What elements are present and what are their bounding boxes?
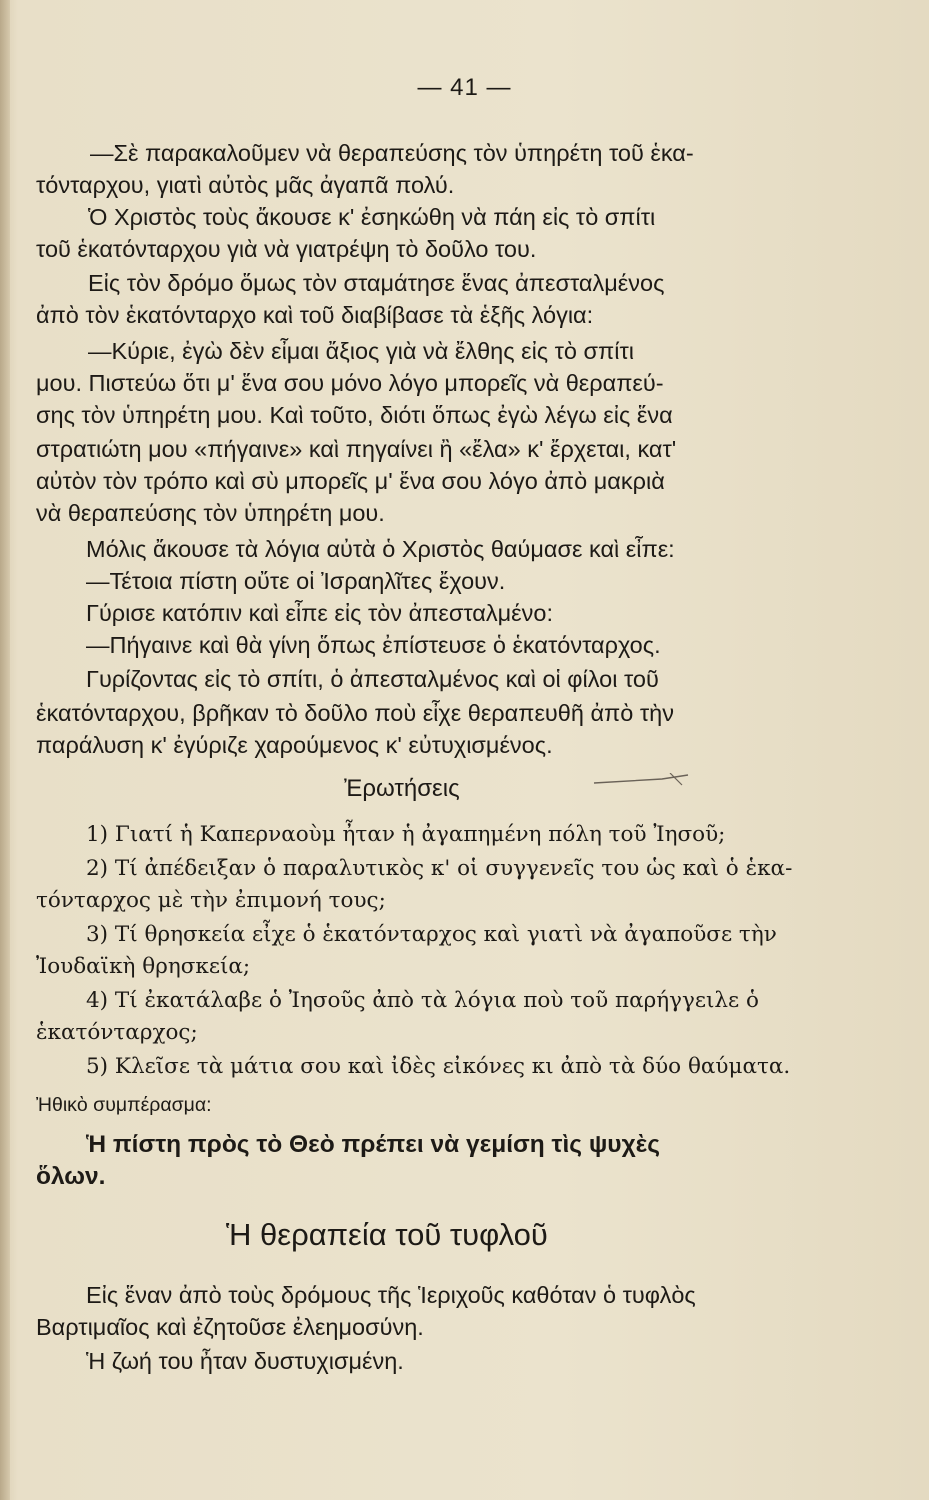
body-line: νὰ θεραπεύσης τὸν ὑπηρέτη μου. — [36, 500, 385, 526]
page-binding-edge — [0, 0, 10, 1500]
body-line: Γύρισε κατόπιν καὶ εἶπε εἰς τὸν ἀπεσταλμένο: — [86, 600, 554, 626]
question-line: 3) Τί θρησκεία εἶχε ὁ ἑκατόνταρχος καὶ γιατὶ νὰ ἀγαποῦσε τὴν — [86, 922, 777, 947]
body-line: Ὁ Χριστὸς τοὺς ἄκουσε κ' ἐσηκώθη νὰ πάη εἰς τὸ σπίτι — [88, 204, 656, 230]
body-line: Εἰς τὸν δρόμο ὅμως τὸν σταμάτησε ἕνας ἀπεσταλμένος — [88, 270, 665, 296]
body-line: —Πήγαινε καὶ θὰ γίνη ὅπως ἐπίστευσε ὁ ἑκατόνταρχος. — [86, 632, 661, 658]
body-line: Μόλις ἄκουσε τὰ λόγια αὐτὰ ὁ Χριστὸς θαύμασε καὶ εἶπε: — [86, 536, 675, 562]
body-line: τοῦ ἑκατόνταρχου γιὰ νὰ γιατρέψη τὸ δοῦλο του. — [36, 236, 537, 262]
body-line: τόνταρχου, γιατὶ αὐτὸς μᾶς ἀγαπᾶ πολύ. — [36, 172, 455, 198]
pencil-mark-icon — [592, 773, 692, 787]
section-line: Ἡ ζωή του ἦταν δυστυχισμένη. — [86, 1348, 404, 1374]
body-line: ἑκατόνταρχου, βρῆκαν τὸ δοῦλο ποὺ εἶχε θεραπευθῆ ἀπὸ τὴν — [36, 700, 674, 726]
body-line: —Τέτοια πίστη οὔτε οἱ Ἰσραηλῖτες ἔχουν. — [86, 568, 506, 594]
moral-line: ὅλων. — [36, 1163, 106, 1190]
body-line: —Σὲ παρακαλοῦμεν νὰ θεραπεύσης τὸν ὑπηρέτη τοῦ ἑκα- — [90, 140, 694, 166]
moral-line: Ἡ πίστη πρὸς τὸ Θεὸ πρέπει νὰ γεμίση τὶς ψυχὲς — [86, 1131, 661, 1158]
question-line: 2) Τί ἀπέδειξαν ὁ παραλυτικὸς κ' οἱ συγγενεῖς του ὡς καὶ ὁ ἑκα- — [86, 856, 793, 881]
section-title: Ἡ θεραπεία τοῦ τυφλοῦ — [226, 1217, 548, 1252]
question-line: τόνταρχος μὲ τὴν ἐπιμονή τους; — [36, 888, 386, 913]
questions-heading: Ἐρωτήσεις — [344, 775, 460, 802]
page-number: — 41 — — [417, 74, 512, 101]
question-line: 4) Τί ἐκατάλαβε ὁ Ἰησοῦς ἀπὸ τὰ λόγια ποὺ τοῦ παρήγγειλε ὁ — [86, 988, 759, 1013]
section-line: Εἰς ἕναν ἀπὸ τοὺς δρόμους τῆς Ἱεριχοῦς καθόταν ὁ τυφλὸς — [86, 1282, 696, 1308]
body-line: ἀπὸ τὸν ἑκατόνταρχο καὶ τοῦ διαβίβασε τὰ ἑξῆς λόγια: — [36, 302, 594, 328]
question-line: 5) Κλεῖσε τὰ μάτια σου καὶ ἰδὲς εἰκόνες κι ἀπὸ τὰ δύο θαύματα. — [86, 1054, 791, 1079]
question-line: ἑκατόνταρχος; — [36, 1020, 198, 1045]
question-line: Ἰουδαϊκὴ θρησκεία; — [36, 954, 251, 979]
body-line: Γυρίζοντας εἰς τὸ σπίτι, ὁ ἀπεσταλμένος καὶ οἱ φίλοι τοῦ — [86, 666, 659, 692]
question-line: 1) Γιατί ἡ Καπερναοὺμ ἦταν ἡ ἀγαπημένη πόλη τοῦ Ἰησοῦ; — [86, 822, 726, 847]
body-line: μου. Πιστεύω ὅτι μ' ἕνα σου μόνο λόγο μπορεῖς νὰ θεραπεύ- — [36, 370, 664, 396]
body-line: —Κύριε, ἐγὼ δὲν εἶμαι ἄξιος γιὰ νὰ ἔλθης εἰς τὸ σπίτι — [88, 338, 634, 364]
body-line: παράλυση κ' ἐγύριζε χαρούμενος κ' εὐτυχισμένος. — [36, 732, 553, 758]
moral-label: Ἠθικὸ συμπέρασμα: — [36, 1094, 212, 1116]
section-line: Βαρτιμαῖος καὶ ἐζητοῦσε ἐλεημοσύνη. — [36, 1314, 424, 1340]
body-line: στρατιώτη μου «πήγαινε» καὶ πηγαίνει ἢ «ἔλα» κ' ἔρχεται, κατ' — [36, 436, 677, 462]
body-line: αὐτὸν τὸν τρόπο καὶ σὺ μπορεῖς μ' ἕνα σου λόγο ἀπὸ μακριὰ — [36, 468, 665, 494]
body-line: σης τὸν ὑπηρέτη μου. Καὶ τοῦτο, διότι ὅπως ἐγὼ λέγω εἰς ἕνα — [36, 402, 673, 428]
